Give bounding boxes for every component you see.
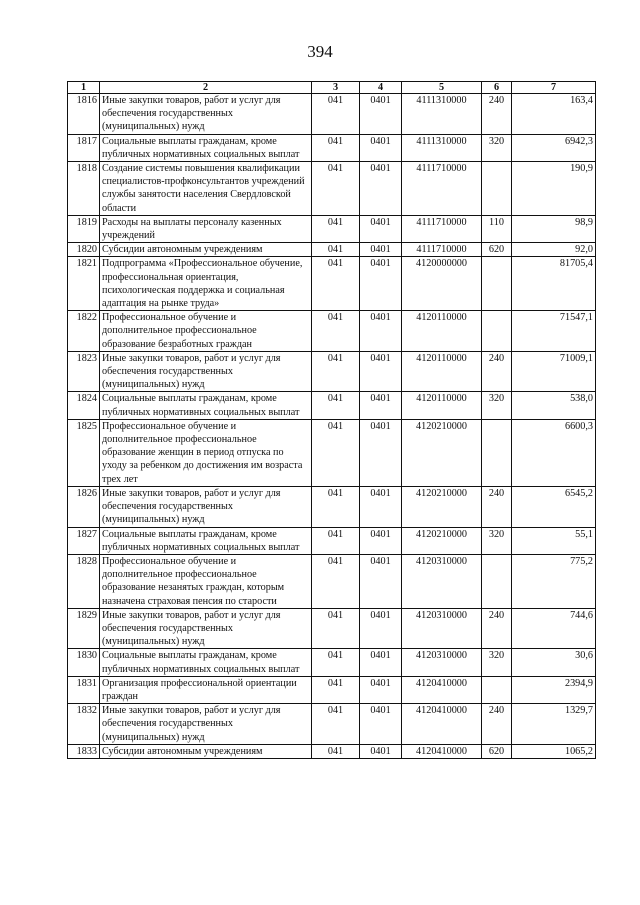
row-section-code: 0401: [360, 704, 402, 745]
header-col-6: 6: [482, 82, 512, 94]
row-target-code: 4120110000: [402, 351, 482, 392]
table-row: [68, 419, 596, 486]
row-name: Социальные выплаты гражданам, кроме публичных нормативных социальных выплат: [100, 134, 312, 161]
row-amount: 81705,4: [512, 257, 596, 311]
row-target-code: 4120310000: [402, 554, 482, 608]
row-name: Организация профессиональной ориентации граждан: [100, 676, 312, 703]
row-number: 1819: [68, 215, 100, 242]
row-name: Социальные выплаты гражданам, кроме публичных нормативных социальных выплат: [100, 527, 312, 554]
row-section-code: 0401: [360, 215, 402, 242]
row-ministry-code: 041: [312, 527, 360, 554]
table-row: [68, 134, 596, 161]
row-ministry-code: 041: [312, 243, 360, 257]
row-target-code: 4120210000: [402, 527, 482, 554]
header-col-3: 3: [312, 82, 360, 94]
row-section-code: 0401: [360, 311, 402, 352]
table-row: [68, 215, 596, 242]
row-amount: 6600,3: [512, 419, 596, 486]
table-header-row: [68, 82, 596, 94]
row-ministry-code: 041: [312, 162, 360, 216]
row-type-code: 320: [482, 134, 512, 161]
row-type-code: [482, 676, 512, 703]
row-ministry-code: 041: [312, 215, 360, 242]
row-number: 1827: [68, 527, 100, 554]
row-section-code: 0401: [360, 608, 402, 649]
row-type-code: 320: [482, 392, 512, 419]
table-row: [68, 554, 596, 608]
row-number: 1824: [68, 392, 100, 419]
row-section-code: 0401: [360, 243, 402, 257]
row-name: Социальные выплаты гражданам, кроме публичных нормативных социальных выплат: [100, 392, 312, 419]
row-name: Подпрограмма «Профессиональное обучение, профессиональная ориентация, психологическая поддержка и социальная адаптация на рынке труда»: [100, 257, 312, 311]
row-name: Профессиональное обучение и дополнительное профессиональное образование женщин в период отпуска по уходу за ребенком до достижения им возраста трех лет: [100, 419, 312, 486]
row-ministry-code: 041: [312, 419, 360, 486]
table-row: [68, 527, 596, 554]
row-section-code: 0401: [360, 134, 402, 161]
table-row: [68, 243, 596, 257]
header-col-4: 4: [360, 82, 402, 94]
row-name: Профессиональное обучение и дополнительное профессиональное образование безработных граждан: [100, 311, 312, 352]
row-number: 1831: [68, 676, 100, 703]
row-target-code: 4120410000: [402, 704, 482, 745]
row-amount: 30,6: [512, 649, 596, 676]
row-amount: 744,6: [512, 608, 596, 649]
row-number: 1828: [68, 554, 100, 608]
budget-table: [67, 81, 596, 759]
header-col-5: 5: [402, 82, 482, 94]
row-target-code: 4111710000: [402, 162, 482, 216]
row-section-code: 0401: [360, 162, 402, 216]
row-type-code: 240: [482, 94, 512, 135]
row-number: 1825: [68, 419, 100, 486]
row-target-code: 4120410000: [402, 676, 482, 703]
row-ministry-code: 041: [312, 676, 360, 703]
table-row: [68, 608, 596, 649]
row-amount: 163,4: [512, 94, 596, 135]
row-type-code: [482, 311, 512, 352]
row-type-code: 240: [482, 608, 512, 649]
row-target-code: 4111710000: [402, 215, 482, 242]
row-ministry-code: 041: [312, 351, 360, 392]
row-amount: 71547,1: [512, 311, 596, 352]
row-section-code: 0401: [360, 257, 402, 311]
row-amount: 775,2: [512, 554, 596, 608]
row-number: 1833: [68, 744, 100, 758]
row-type-code: [482, 554, 512, 608]
row-number: 1822: [68, 311, 100, 352]
row-name: Субсидии автономным учреждениям: [100, 744, 312, 758]
row-amount: 55,1: [512, 527, 596, 554]
row-section-code: 0401: [360, 527, 402, 554]
row-type-code: 240: [482, 486, 512, 527]
table-row: [68, 676, 596, 703]
row-ministry-code: 041: [312, 392, 360, 419]
row-section-code: 0401: [360, 554, 402, 608]
row-ministry-code: 041: [312, 134, 360, 161]
row-type-code: [482, 419, 512, 486]
row-name: Социальные выплаты гражданам, кроме публичных нормативных социальных выплат: [100, 649, 312, 676]
row-type-code: 240: [482, 704, 512, 745]
row-amount: 98,9: [512, 215, 596, 242]
row-target-code: 4111310000: [402, 94, 482, 135]
row-ministry-code: 041: [312, 94, 360, 135]
row-target-code: 4111710000: [402, 243, 482, 257]
row-type-code: [482, 162, 512, 216]
row-ministry-code: 041: [312, 486, 360, 527]
row-name: Создание системы повышения квалификации специалистов-профконсультантов учреждений службы занятости населения Свердловской области: [100, 162, 312, 216]
row-amount: 6942,3: [512, 134, 596, 161]
row-name: Иные закупки товаров, работ и услуг для обеспечения государственных (муниципальных) нужд: [100, 486, 312, 527]
row-amount: 538,0: [512, 392, 596, 419]
table-row: [68, 351, 596, 392]
table-row: [68, 704, 596, 745]
row-name: Иные закупки товаров, работ и услуг для обеспечения государственных (муниципальных) нужд: [100, 608, 312, 649]
row-number: 1830: [68, 649, 100, 676]
row-section-code: 0401: [360, 744, 402, 758]
row-ministry-code: 041: [312, 311, 360, 352]
row-target-code: 4111310000: [402, 134, 482, 161]
row-target-code: 4120110000: [402, 392, 482, 419]
row-section-code: 0401: [360, 392, 402, 419]
row-target-code: 4120410000: [402, 744, 482, 758]
row-ministry-code: 041: [312, 744, 360, 758]
row-target-code: 4120210000: [402, 419, 482, 486]
row-type-code: 240: [482, 351, 512, 392]
row-amount: 6545,2: [512, 486, 596, 527]
header-col-7: 7: [512, 82, 596, 94]
header-col-1: 1: [68, 82, 100, 94]
row-number: 1818: [68, 162, 100, 216]
table-row: [68, 311, 596, 352]
row-section-code: 0401: [360, 676, 402, 703]
row-number: 1832: [68, 704, 100, 745]
row-amount: 1329,7: [512, 704, 596, 745]
row-number: 1816: [68, 94, 100, 135]
row-number: 1829: [68, 608, 100, 649]
row-target-code: 4120110000: [402, 311, 482, 352]
table-row: [68, 486, 596, 527]
row-name: Расходы на выплаты персоналу казенных учреждений: [100, 215, 312, 242]
table-row: [68, 94, 596, 135]
table-row: [68, 257, 596, 311]
row-type-code: [482, 257, 512, 311]
row-target-code: 4120310000: [402, 649, 482, 676]
row-number: 1826: [68, 486, 100, 527]
header-col-2: 2: [100, 82, 312, 94]
row-type-code: 320: [482, 649, 512, 676]
row-type-code: 620: [482, 243, 512, 257]
table-row: [68, 162, 596, 216]
row-number: 1821: [68, 257, 100, 311]
row-ministry-code: 041: [312, 704, 360, 745]
table-row: [68, 649, 596, 676]
row-ministry-code: 041: [312, 649, 360, 676]
row-name: Иные закупки товаров, работ и услуг для обеспечения государственных (муниципальных) нужд: [100, 94, 312, 135]
row-type-code: 110: [482, 215, 512, 242]
row-number: 1823: [68, 351, 100, 392]
row-section-code: 0401: [360, 351, 402, 392]
row-amount: 92,0: [512, 243, 596, 257]
row-name: Иные закупки товаров, работ и услуг для обеспечения государственных (муниципальных) нужд: [100, 351, 312, 392]
row-ministry-code: 041: [312, 608, 360, 649]
row-type-code: 320: [482, 527, 512, 554]
row-amount: 71009,1: [512, 351, 596, 392]
row-amount: 190,9: [512, 162, 596, 216]
table-row: [68, 744, 596, 758]
row-type-code: 620: [482, 744, 512, 758]
row-section-code: 0401: [360, 649, 402, 676]
row-number: 1820: [68, 243, 100, 257]
row-amount: 1065,2: [512, 744, 596, 758]
row-name: Субсидии автономным учреждениям: [100, 243, 312, 257]
row-amount: 2394,9: [512, 676, 596, 703]
row-ministry-code: 041: [312, 554, 360, 608]
row-name: Иные закупки товаров, работ и услуг для обеспечения государственных (муниципальных) нужд: [100, 704, 312, 745]
row-section-code: 0401: [360, 419, 402, 486]
row-section-code: 0401: [360, 486, 402, 527]
table-row: [68, 392, 596, 419]
row-target-code: 4120310000: [402, 608, 482, 649]
row-name: Профессиональное обучение и дополнительное профессиональное образование незанятых граждан, которым назначена страховая пенсия по старости: [100, 554, 312, 608]
row-number: 1817: [68, 134, 100, 161]
row-section-code: 0401: [360, 94, 402, 135]
row-ministry-code: 041: [312, 257, 360, 311]
page-number: 394: [307, 42, 333, 61]
row-target-code: 4120210000: [402, 486, 482, 527]
row-target-code: 4120000000: [402, 257, 482, 311]
